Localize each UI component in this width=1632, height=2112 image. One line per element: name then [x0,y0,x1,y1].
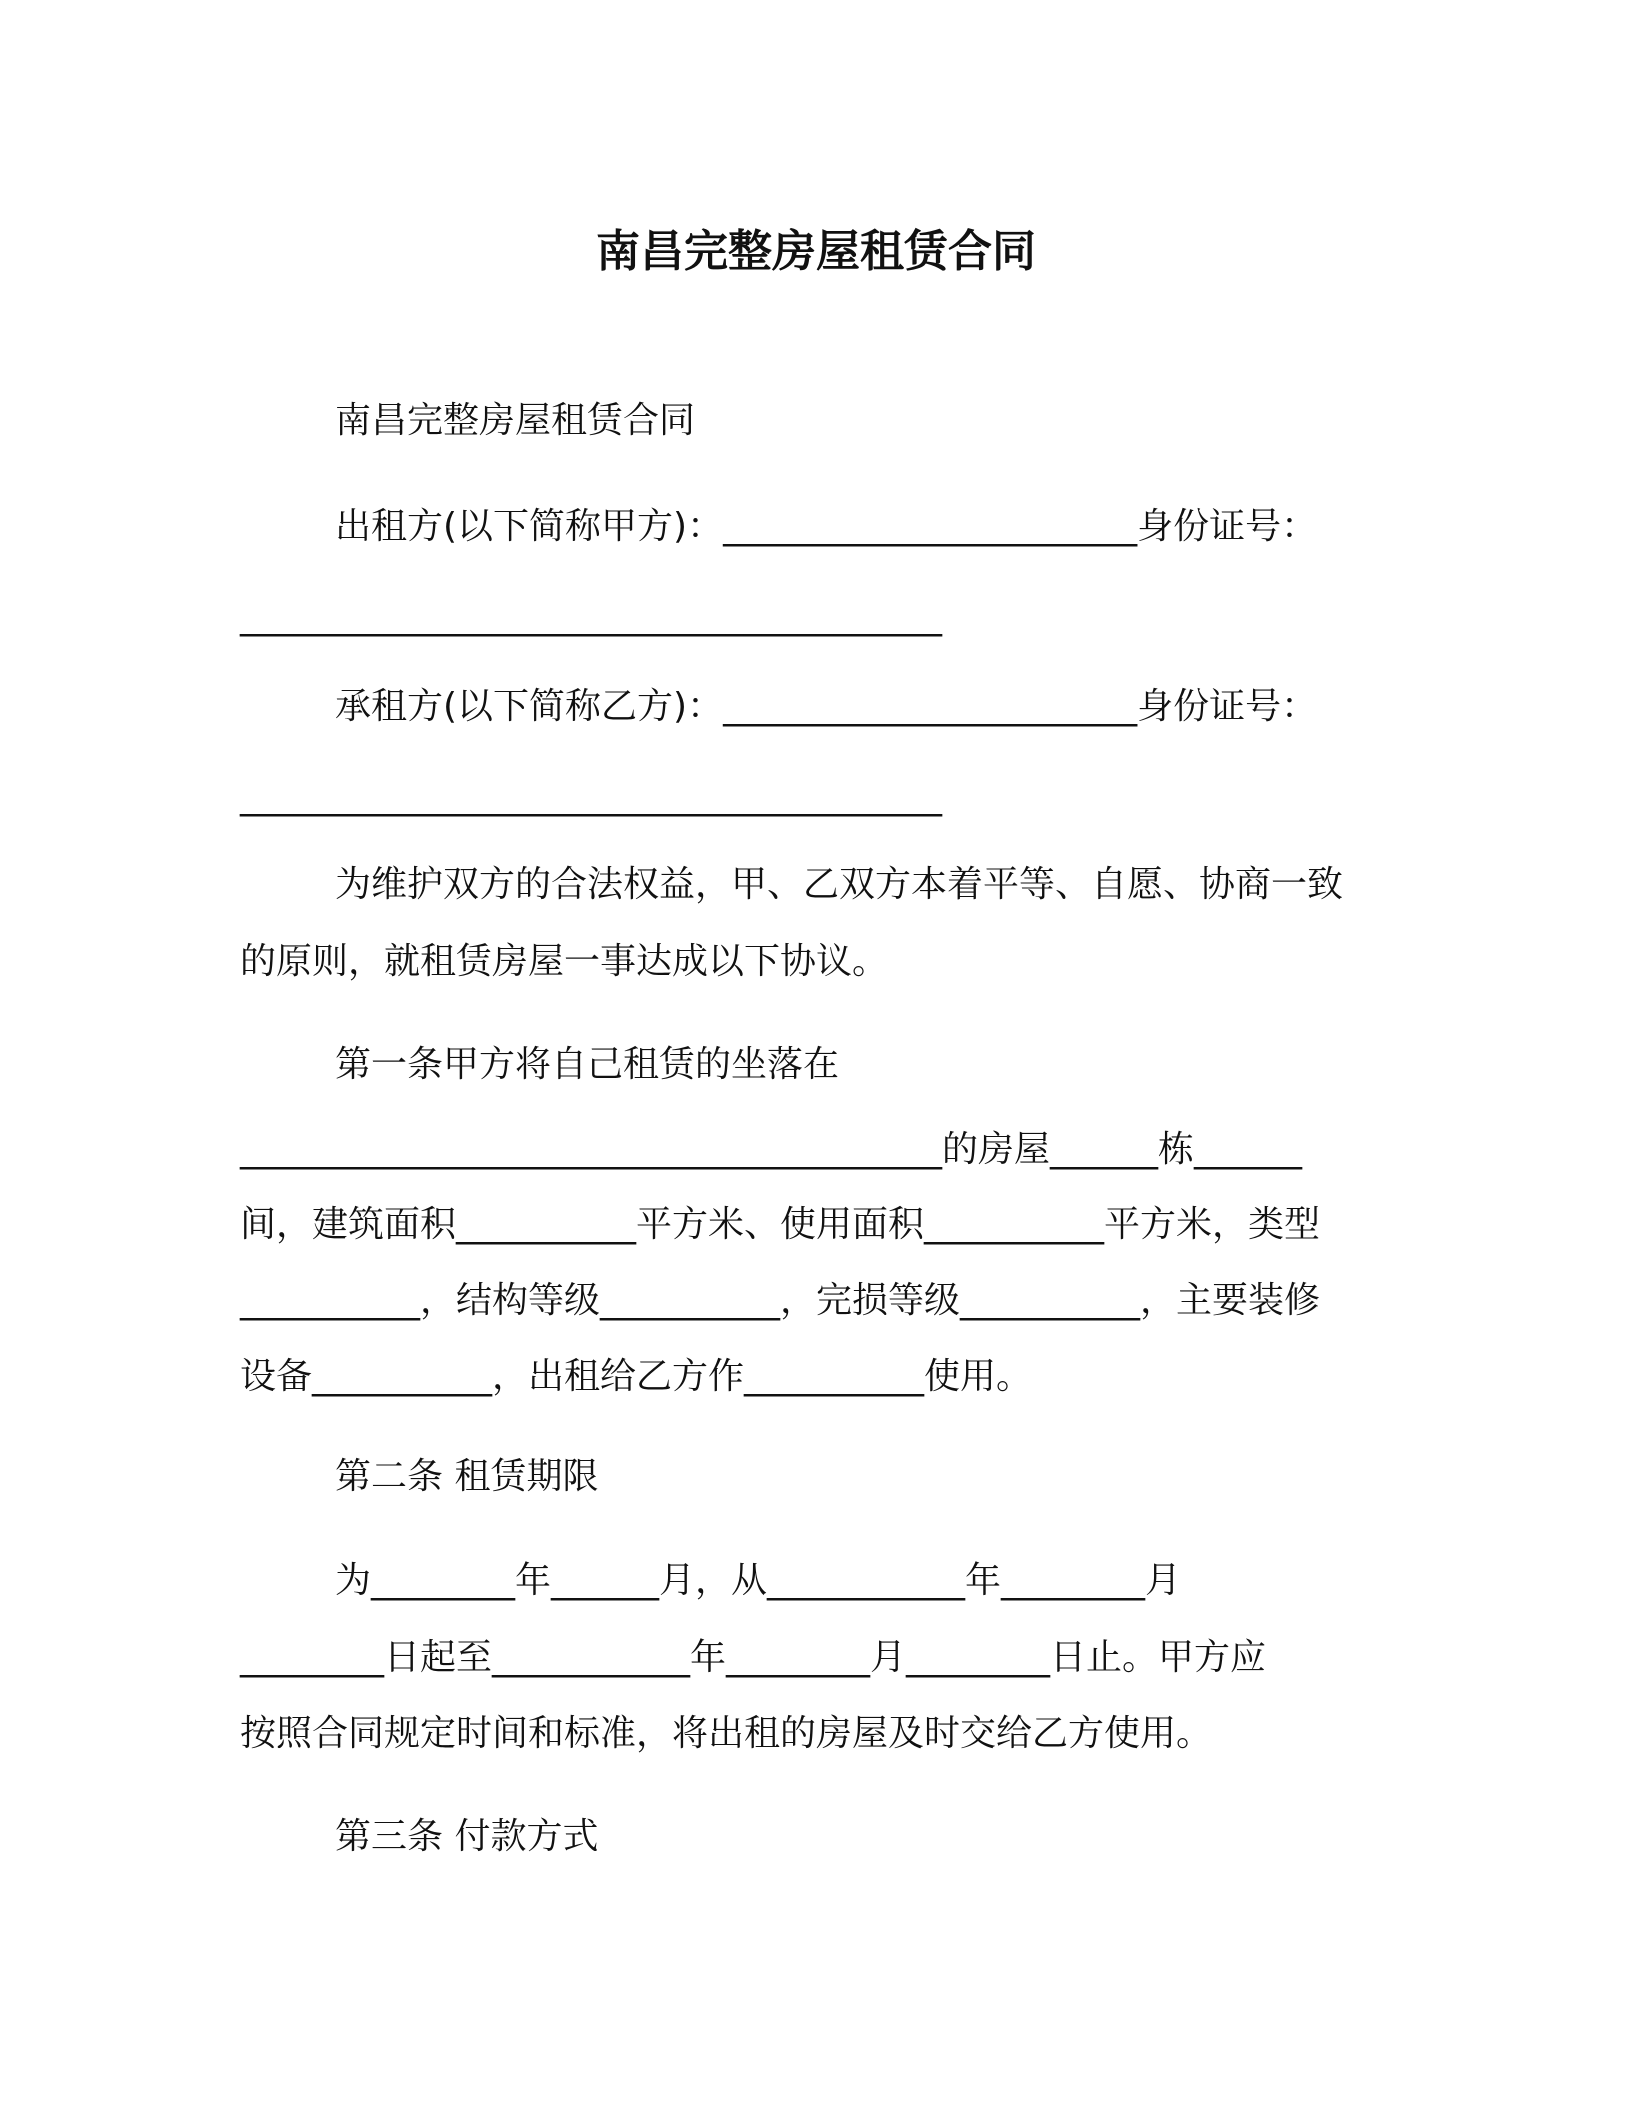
preamble-line-1: 为维护双方的合法权益，甲、乙双方本着平等、自愿、协商一致 [335,864,1344,905]
article-3-heading: 第三条 付款方式 [335,1816,599,1857]
article-1-line-1: _______________________________________的房屋______栋______ [240,1129,1302,1170]
lessor-id-blank: _______________________________________ [240,596,942,637]
article-1-line-2: 间，建筑面积__________平方米、使用面积__________平方米，类型 [240,1204,1321,1245]
article-1-line-4: 设备__________，出租给乙方作__________使用。 [240,1356,1033,1397]
article-1-line-3: __________，结构等级__________，完损等级__________，主要装修 [240,1280,1321,1321]
document-title: 南昌完整房屋租赁合同 [596,226,1036,277]
article-2-line-3: 按照合同规定时间和标准，将出租的房屋及时交给乙方使用。 [240,1713,1213,1754]
article-2-line-1: 为________年______月，从___________年________月 [335,1560,1182,1601]
article-1-heading: 第一条甲方将自己租赁的坐落在 [335,1044,840,1085]
lessee-line: 承租方(以下简称乙方)：_______________________身份证号： [335,686,1318,727]
lessee-id-blank: _______________________________________ [240,776,942,817]
lessor-line: 出租方(以下简称甲方)：_______________________身份证号： [335,506,1318,547]
subtitle-line: 南昌完整房屋租赁合同 [335,400,696,441]
preamble-line-2: 的原则，就租赁房屋一事达成以下协议。 [240,941,889,982]
article-2-line-2: ________日起至___________年________月________日止。甲方应 [240,1637,1267,1678]
article-2-heading: 第二条 租赁期限 [335,1456,599,1497]
